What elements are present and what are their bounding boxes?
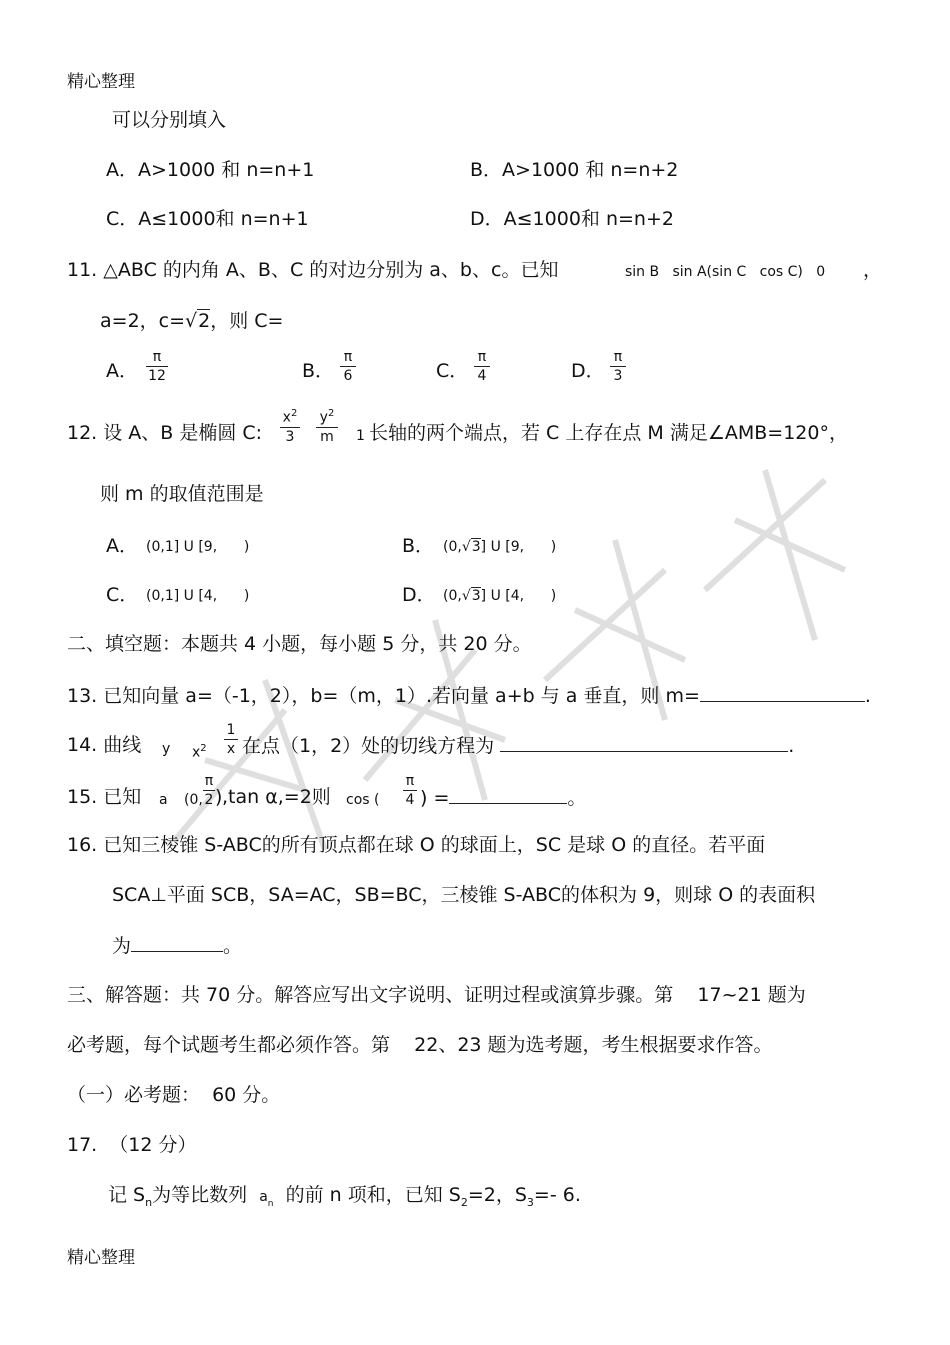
q12-option-d-label: D． [402, 584, 436, 606]
interval-rest: ] U [9, ) [480, 539, 557, 555]
q11-sqrt-value: 2 [198, 310, 211, 332]
q15-tail [420, 785, 586, 810]
q12-x-fraction [280, 406, 300, 445]
frac-den: 3 [285, 428, 295, 445]
q16-end: 。 [223, 935, 243, 957]
q15-pi-half [203, 773, 215, 808]
frac-num: π [477, 349, 487, 365]
interval-open: (0, [443, 539, 462, 555]
q17-statement [108, 1183, 581, 1216]
subscript: 3 [526, 1195, 534, 1209]
exponent: 2 [290, 408, 298, 419]
answer-blank [449, 785, 567, 804]
sqrt-sign: √ [461, 539, 471, 555]
page-footer: 精心整理 [67, 1248, 135, 1268]
answer-blank [700, 683, 865, 702]
frac-den: 12 [148, 368, 166, 384]
q15-close: ) [215, 786, 223, 808]
section-3-line-2: 必考题，每个试题考生都必须作答。第 22、23 题为选考题，考生根据要求作答。 [67, 1034, 773, 1056]
q11-option-a-fraction [146, 349, 168, 384]
subscript: n [267, 1198, 274, 1209]
q11-formula: sin B sin A(sin C cos C) 0 [625, 264, 826, 280]
q13-text: 13. 已知向量 a=（-1，2），b=（m，1）.若向量 a+b 与 a 垂直，则 m= [67, 685, 700, 707]
q17-an: a [259, 1189, 268, 1205]
q15-stem: 15. 已知 [67, 786, 142, 808]
q12-stem-end: 长轴的两个端点，若 C 上存在点 M 满足∠AMB=120°， [369, 422, 848, 444]
var-x: x [192, 744, 201, 761]
interval-open: (0, [443, 588, 462, 604]
q12-option-a-label: A． [106, 535, 138, 557]
q11-stem: 11. △ABC 的内角 A、B、C 的对边分别为 a、b、c。已知 [67, 259, 559, 281]
sqrt-value: 3 [471, 588, 481, 604]
q10-option-c: C．A≤1000和 n=n+1 [106, 208, 309, 230]
q12-option-c-label: C． [106, 584, 139, 606]
q11-option-d-label: D． [571, 360, 605, 382]
q14-fraction [224, 722, 238, 757]
q12-option-b-label: B． [402, 535, 435, 557]
q17-heading: 17. （12 分） [67, 1134, 197, 1156]
frac-den: m [320, 428, 334, 445]
frac-num: y [319, 409, 328, 426]
q12-line2: 则 m 的取值范围是 [100, 483, 264, 505]
section-3-subheading: （一）必考题： 60 分。 [67, 1084, 281, 1106]
frac-den: x [226, 741, 236, 757]
frac-den: 3 [613, 368, 623, 384]
q10-option-b: B．A>1000 和 n=n+2 [470, 159, 679, 181]
q12-stem-start: 12. 设 A、B 是椭圆 C: [67, 422, 263, 444]
frac-den: 4 [477, 368, 487, 384]
q16-line-3-text: 为 [112, 935, 132, 957]
q11-option-c-label: C． [436, 360, 469, 382]
sqrt-value: 3 [471, 539, 481, 555]
q15-eq: ) = [420, 787, 450, 809]
page-header: 精心整理 [67, 72, 135, 92]
frac-num: π [613, 349, 623, 365]
q12-option-a-value: (0,1] U [9, ) [146, 539, 250, 555]
q15-end: 。 [567, 787, 587, 809]
q12-option-d-value [443, 584, 556, 608]
q15-interval-open: (0, [184, 792, 203, 808]
q14-rest-text: 在点（1，2）处的切线方程为 [242, 735, 495, 757]
frac-num: π [405, 773, 415, 789]
q15-tan: ,tan α,=2则 [222, 786, 331, 808]
q12-y-fraction [316, 406, 338, 445]
q17-text-e: =- 6. [533, 1184, 581, 1206]
frac-num: π [152, 349, 162, 365]
answer-blank [500, 733, 788, 752]
exponent: 2 [327, 408, 335, 419]
q15-a: a [159, 792, 168, 808]
subscript: n [145, 1195, 153, 1209]
q12-option-b-value [443, 535, 556, 559]
q15-cos: cos ( [346, 792, 380, 808]
q16-line-3 [112, 933, 242, 958]
q17-text-a: 记 S [108, 1184, 146, 1206]
q14-stem: 14. 曲线 [67, 734, 142, 756]
q13: 13. 已知向量 a=（-1，2），b=（m，1）.若向量 a+b 与 a 垂直，则 m= . [67, 685, 871, 707]
frac-den: 6 [343, 368, 353, 384]
q10-option-a: A．A>1000 和 n=n+1 [106, 159, 315, 181]
q11-option-d-fraction [610, 349, 626, 384]
interval-rest: ] U [4, ) [480, 588, 557, 604]
q11-ask: ，则 C= [210, 310, 284, 332]
frac-den: 4 [405, 792, 415, 808]
q10-option-d: D．A≤1000和 n=n+2 [470, 208, 674, 230]
answer-blank [131, 933, 223, 952]
frac-num: π [204, 773, 214, 789]
q11-option-b-label: B． [302, 360, 335, 382]
watermark [145, 460, 865, 880]
q11-option-b-fraction [340, 349, 356, 384]
frac-num: 1 [226, 722, 236, 738]
sqrt-sign: √ [461, 588, 471, 604]
frac-num: π [343, 349, 353, 365]
section-3-line-1: 三、解答题：共 70 分。解答应写出文字说明、证明过程或演算步骤。第 17~21 题为 [67, 984, 806, 1006]
q14-y: y [162, 741, 171, 757]
section-2-heading: 二、填空题：本题共 4 小题，每小题 5 分，共 20 分。 [67, 633, 532, 655]
q11-option-c-fraction [474, 349, 490, 384]
q11-cond-text: a=2，c= [100, 310, 186, 332]
subscript: 2 [460, 1195, 468, 1209]
exponent: 2 [200, 743, 207, 754]
q15-pi-quarter [403, 773, 417, 808]
frac-den: 2 [204, 792, 214, 808]
q14-x [192, 737, 207, 765]
q17-text-b: 为等比数列 [152, 1184, 248, 1206]
sqrt-sign: √ [185, 310, 198, 332]
q12-option-c-value: (0,1] U [4, ) [146, 588, 250, 604]
q11-comma: ， [863, 259, 883, 281]
q12-one: 1 [356, 428, 365, 444]
q14-rest: 在点（1，2）处的切线方程为 . [242, 735, 795, 757]
q11-option-a-label: A． [106, 360, 138, 382]
q10-intro: 可以分别填入 [112, 109, 227, 131]
q16-line-2: SCA⊥平面 SCB，SA=AC，SB=BC，三棱锥 S-ABC的体积为 9，则球 O 的表面积 [112, 884, 816, 906]
q11-condition [100, 309, 283, 333]
frac-num: x [282, 409, 291, 426]
q17-text-d: =2，S [467, 1184, 527, 1206]
q17-text-c: 的前 n 项和，已知 S [285, 1184, 461, 1206]
q16-line-1: 16. 已知三棱锥 S-ABC的所有顶点都在球 O 的球面上，SC 是球 O 的直径。若平面 [67, 834, 766, 856]
